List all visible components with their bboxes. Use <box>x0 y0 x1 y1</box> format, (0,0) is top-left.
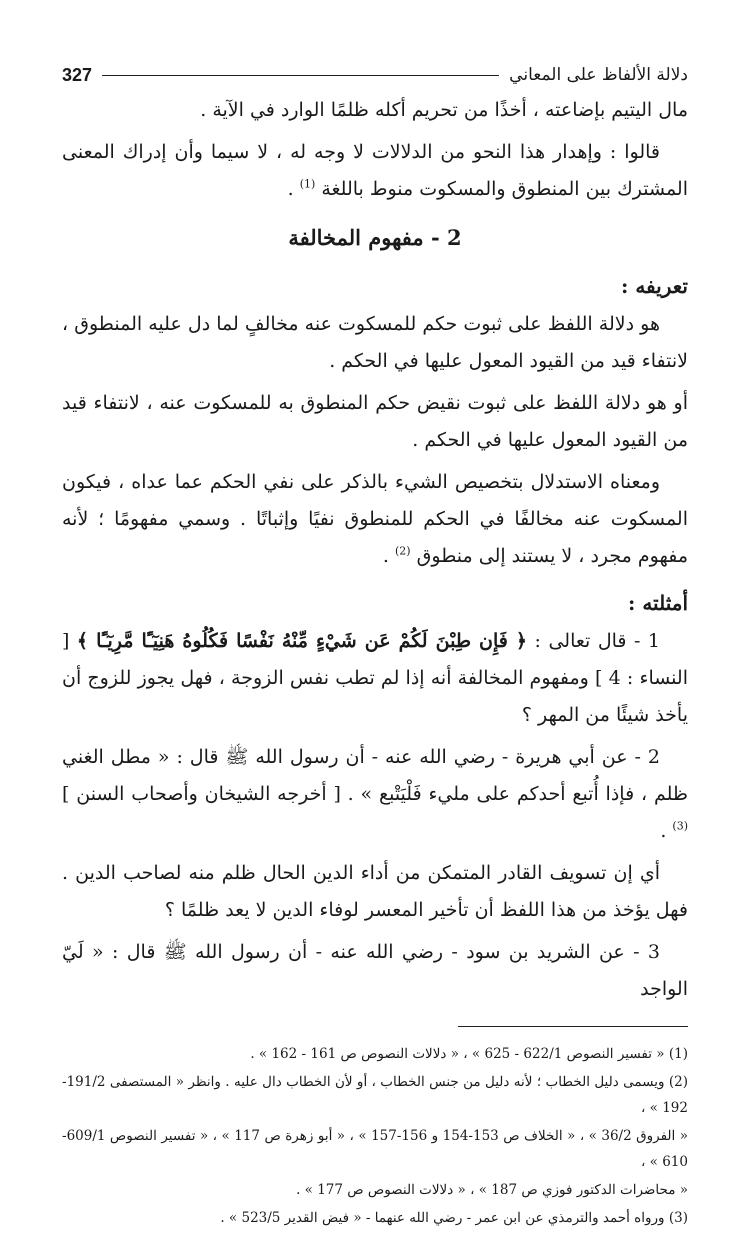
paragraph-2 <box>62 134 688 208</box>
footnote-ref-2[interactable]: (2) <box>395 544 411 558</box>
footnote-2-continued: « الفروق 36/2 » ، « الخلاف ص 153-154 و 156-157 » ، « أبو زهرة ص 117 » ، « تفسير النصوص 609/1-610 » ، <box>62 1128 689 1170</box>
example-3-text: 3 - عن الشريد بن سود - رضي الله عنه - أن رسول الله ﷺ قال : « لَيّ الواجد <box>62 941 688 1000</box>
footnote-rule <box>458 1026 688 1027</box>
example-2 <box>62 739 688 850</box>
footnotes <box>62 1041 688 1231</box>
definition-3 <box>62 464 688 575</box>
paragraph-1-text: مال اليتيم بإضاعته ، أخذًا من تحريم أكله ظلمًا الوارد في الآية . <box>200 99 688 121</box>
footnote-2: (2) ويسمى دليل الخطاب ؛ لأنه دليل من جنس الخطاب ، أو لأن الخطاب دال عليه . وانظر « المستصفى 191/2-192 » ، <box>62 1074 688 1116</box>
example-2-text: 2 - عن أبي هريرة - رضي الله عنه - أن رسول الله ﷺ قال : « مطل الغني ظلم ، فإذا أُتبع أحدكم على مليء فَلْيَتْبع » . [ أخرجه الشيخان وأصحاب السنن ] <box>62 746 688 805</box>
page-number: 327 <box>62 64 93 85</box>
example-1 <box>62 623 688 734</box>
definition-1 <box>62 306 688 380</box>
section-heading: 2 - مفهوم المخالفة <box>288 225 462 250</box>
example-1-intro: 1 - قال تعالى : <box>527 630 661 652</box>
example-2-end: . <box>660 820 673 842</box>
paragraph-2-end: . <box>287 178 300 200</box>
definition-3-text: ومعناه الاستدلال بتخصيص الشيء بالذكر على نفي الحكم عما عداه ، فيكون المسكوت عنه مخالفًا في الحكم للمنطوق نفيًا وإثباتًا . وسمي مفهومًا ؛ لأنه مفهوم مجرد ، لا يستند إلى منطوق <box>62 471 688 567</box>
header-rule <box>102 75 499 76</box>
footnote-ref-3[interactable]: (3) <box>672 819 688 833</box>
book-page <box>62 58 688 1233</box>
example-2-comment <box>62 855 688 929</box>
paragraph-1 <box>62 92 688 129</box>
footnote-3: (3) ورواه أحمد والترمذي عن ابن عمر - رضي الله عنهما - « فيض القدير 523/5 » . <box>220 1210 688 1226</box>
definition-2 <box>62 385 688 459</box>
footnote-ref-1[interactable]: (1) <box>299 177 316 191</box>
paragraph-2-text: قالوا : وإهدار هذا النحو من الدلالات لا وجه له ، لا سيما وأن إدراك المعنى المشترك بين المنطوق والمسكوت منوط باللغة <box>62 141 688 200</box>
example-2-comment-text: أي إن تسويف القادر المتمكن من أداء الدين الحال ظلم منه لصاحب الدين . فهل يؤخذ من هذا اللفظ أن تأخير المعسر لوفاء الدين لا يعد ظلمًا ؟ <box>62 862 688 921</box>
definition-1-text: هو دلالة اللفظ على ثبوت حكم للمسكوت عنه مخالفٍ لما دل عليه المنطوق ، لانتفاء قيد من القيود المعول عليها في الحكم . <box>62 313 688 372</box>
running-title: دلالة الألفاظ على المعاني <box>509 65 688 85</box>
definition-title: تعريفه : <box>620 274 688 298</box>
quran-verse: ﴿ فَإِن طِبْنَ لَكُمْ عَن شَيْءٍ مِّنْهُ نَفْسًا فَكُلُوهُ هَنِيٓـًٔا مَّرِيٓـًٔا ﴾ <box>76 630 528 652</box>
definition-2-text: أو هو دلالة اللفظ على ثبوت نقيض حكم المنطوق به للمسكوت عنه ، لانتفاء قيد من القيود المعول عليها في الحكم . <box>62 392 688 451</box>
example-1-rest: [ النساء : 4 ] ومفهوم المخالفة أنه إذا لم تطب نفس الزوجة ، فهل يجوز للزوج أن يأخذ شيئًا من المهر ؟ <box>62 630 688 726</box>
footnote-2-continued-2: « محاضرات الدكتور فوزي ص 187 » ، « دلالات النصوص ص 177 » . <box>296 1182 688 1198</box>
page-body <box>62 92 688 1231</box>
example-3 <box>62 934 688 1008</box>
examples-title: أمثلته : <box>627 591 688 615</box>
footnote-1: (1) « تفسير النصوص 622/1 - 625 » ، « دلالات النصوص ص 161 - 162 » . <box>250 1046 688 1062</box>
running-header <box>62 58 688 92</box>
definition-3-end: . <box>382 545 395 567</box>
